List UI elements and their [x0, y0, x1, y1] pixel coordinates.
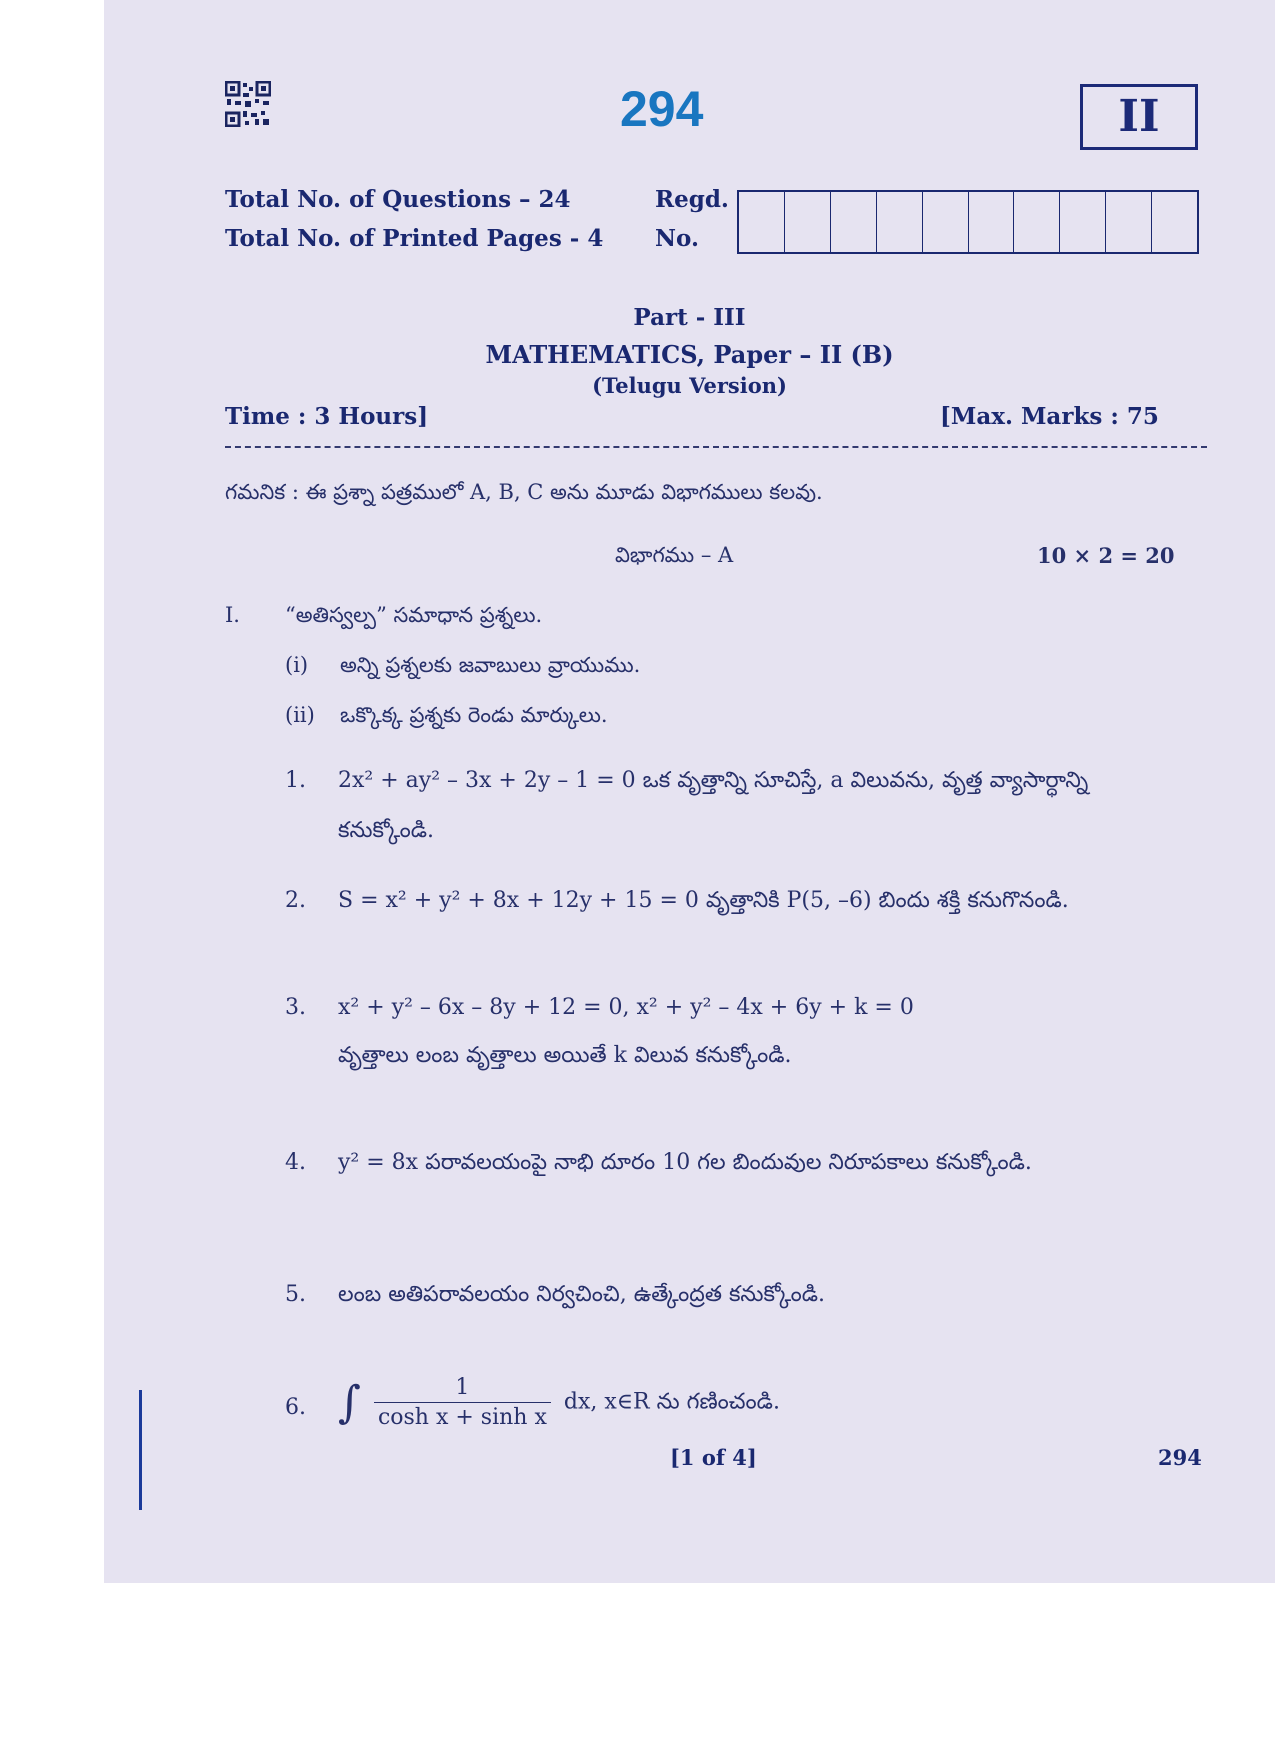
section-title: విభాగము – A	[615, 543, 734, 567]
section-heading: “అతిస్వల్ప” సమాధాన ప్రశ్నలు.	[285, 603, 543, 627]
question-1-text-cont: కనుక్కోండి.	[338, 818, 435, 843]
regd-cell[interactable]	[1014, 192, 1060, 252]
regd-cell[interactable]	[969, 192, 1015, 252]
question-5-text: లంబ అతిపరావలయం నిర్వచించి, ఉత్కేంద్రత కనుక్కోండి.	[338, 1282, 825, 1307]
regd-cell[interactable]	[923, 192, 969, 252]
question-4-text: y² = 8x పరావలయంపై నాభి దూరం 10 గల బిందువుల నిరూపకాలు కనుక్కోండి.	[338, 1150, 1032, 1175]
section-roman-number: I.	[225, 603, 240, 627]
question-number: 2.	[285, 888, 306, 913]
instruction-ii-label: (ii)	[285, 703, 315, 727]
question-number: 6.	[285, 1395, 306, 1420]
question-2-text: S = x² + y² + 8x + 12y + 15 = 0 వృత్తానికి P(5, –6) బిందు శక్తి కనుగొనండి.	[338, 888, 1069, 913]
section-marks: 10 × 2 = 20	[1037, 543, 1175, 568]
question-number: 3.	[285, 995, 306, 1020]
question-3-text: x² + y² – 6x – 8y + 12 = 0, x² + y² – 4x + 6y + k = 0	[338, 995, 914, 1020]
time-label: Time : 3 Hours]	[225, 403, 429, 430]
instruction-i-label: (i)	[285, 653, 309, 677]
footer-code: 294	[1158, 1445, 1202, 1470]
question-6-tail: dx, x∈R ను గణించండి.	[563, 1389, 780, 1415]
total-questions: Total No. of Questions – 24	[225, 186, 571, 213]
fraction	[374, 1375, 551, 1430]
version-title: (Telugu Version)	[592, 373, 787, 398]
regd-cell[interactable]	[877, 192, 923, 252]
question-number: 5.	[285, 1282, 306, 1307]
regd-cell[interactable]	[1060, 192, 1106, 252]
paper-number-box: II	[1080, 84, 1198, 150]
question-3-text-cont: వృత్తాలు లంబ వృత్తాలు అయితే k విలువ కనుక్కోండి.	[338, 1043, 792, 1068]
instruction-ii-text: ఒక్కొక్క ప్రశ్నకు రెండు మార్కులు.	[340, 703, 608, 727]
question-number: 4.	[285, 1150, 306, 1175]
no-label: No.	[655, 225, 699, 252]
max-marks-label: [Max. Marks : 75	[940, 403, 1159, 430]
margin-pen-mark	[139, 1390, 142, 1510]
part-title: Part - III	[633, 304, 746, 331]
regd-cell[interactable]	[1152, 192, 1197, 252]
registration-number-grid[interactable]	[737, 190, 1199, 254]
instruction-i-text: అన్ని ప్రశ్నలకు జవాబులు వ్రాయుము.	[340, 653, 641, 677]
header-divider	[225, 446, 1207, 448]
page-indicator: [1 of 4]	[670, 1445, 757, 1470]
regd-label: Regd.	[655, 186, 729, 213]
fraction-numerator: 1	[374, 1375, 551, 1403]
regd-cell[interactable]	[1106, 192, 1152, 252]
total-pages: Total No. of Printed Pages - 4	[225, 225, 604, 252]
regd-cell[interactable]	[739, 192, 785, 252]
subject-title: MATHEMATICS, Paper – II (B)	[485, 340, 894, 369]
fraction-denominator: cosh x + sinh x	[377, 1405, 547, 1430]
question-1-text: 2x² + ay² – 3x + 2y – 1 = 0 ఒక వృత్తాన్ని సూచిస్తే, a విలువను, వృత్త వ్యాసార్ధాన్ని	[338, 768, 1089, 793]
qr-code-icon	[225, 81, 271, 127]
regd-cell[interactable]	[831, 192, 877, 252]
question-6-text	[338, 1375, 780, 1430]
note-text: గమనిక : ఈ ప్రశ్నా పత్రములో A, B, C అను మూడు విభాగములు కలవు.	[225, 480, 823, 504]
regd-cell[interactable]	[785, 192, 831, 252]
integral-symbol: ∫	[338, 1377, 361, 1428]
question-number: 1.	[285, 768, 306, 793]
paper-code: 294	[620, 81, 704, 137]
